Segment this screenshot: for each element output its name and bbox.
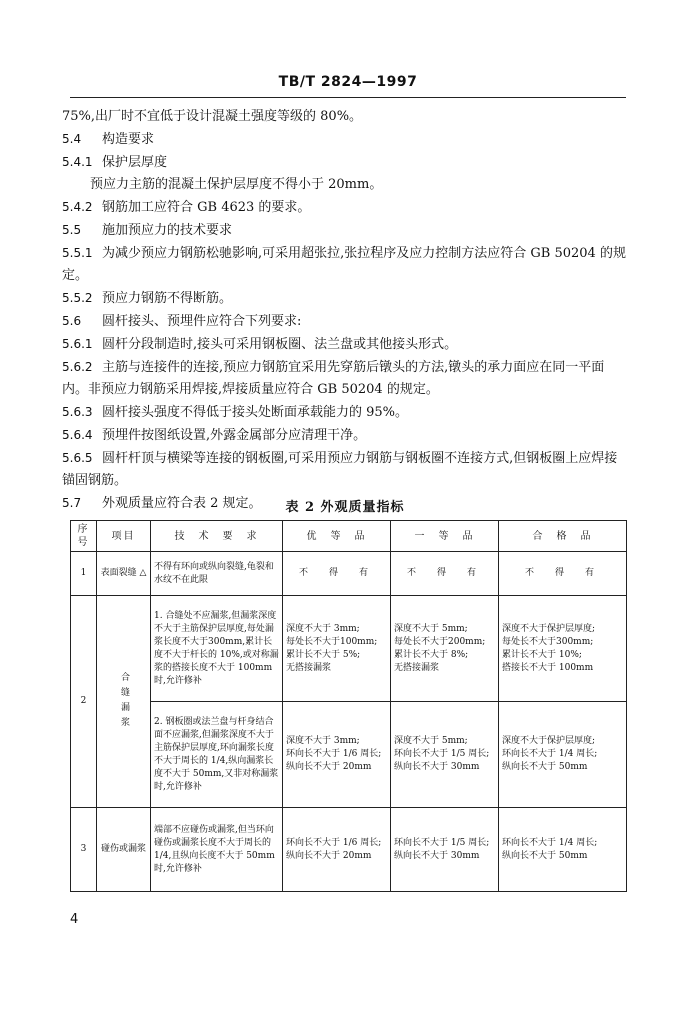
paragraph-text: 预埋件按图纸设置,外露金属部分应清理干净。 <box>102 428 367 443</box>
paragraph-text: 为减少预应力钢筋松驰影响,可采用超张拉,张拉程序及应力控制方法应符合 GB 50204 的规定。 <box>62 246 626 283</box>
clause-number: 5.5 <box>62 223 82 237</box>
cell-requirement: 不得有环向或纵向裂缝,龟裂和水纹不在此限 <box>151 552 283 596</box>
paragraph-text: 主筋与连接件的连接,预应力钢筋宜采用先穿筋后镦头的方法,镦头的承力面应在同一平面内。非预应力钢筋采用焊接,焊接质量应符合 GB 50204 的规定。 <box>62 360 605 397</box>
document-header: TB/T 2824—1997 <box>278 74 418 90</box>
header-rule <box>70 97 626 98</box>
cell-no: 3 <box>71 808 97 892</box>
cell-first-class: 环向长不大于 1/5 周长; 纵向长不大于 30mm <box>391 808 499 892</box>
clause-number: 5.6.4 <box>62 428 93 442</box>
cell-item-text: 合缝漏浆 <box>119 671 129 732</box>
clause-number: 5.7 <box>62 496 82 510</box>
body-text <box>62 106 628 515</box>
cell-no: 2 <box>71 596 97 808</box>
paragraph-text: 75%,出厂时不宜低于设计混凝土强度等级的 80%。 <box>62 109 363 124</box>
table-title: 表 2 外观质量指标 <box>285 500 405 515</box>
table-row <box>71 596 627 702</box>
cell-item: 碰伤或漏浆 <box>97 808 151 892</box>
paragraph-text: 预应力钢筋不得断筋。 <box>102 291 233 306</box>
paragraph <box>62 447 628 492</box>
paragraph <box>62 151 628 174</box>
header-cell-first-class: 一 等 品 <box>391 521 499 552</box>
paragraph <box>62 196 628 219</box>
paragraph <box>62 356 628 401</box>
cell-superior: 不 得 有 <box>283 552 391 596</box>
paragraph <box>62 106 628 128</box>
clause-number: 5.6.5 <box>62 451 93 465</box>
paragraph <box>62 219 628 242</box>
cell-superior: 环向长不大于 1/6 周长; 纵向长不大于 20mm <box>283 808 391 892</box>
paragraph <box>62 333 628 356</box>
cell-qualified: 深度不大于保护层厚度; 环向长不大于 1/4 周长; 纵向长不大于 50mm <box>499 702 627 808</box>
clause-number: 5.6.3 <box>62 405 93 419</box>
cell-first-class: 不 得 有 <box>391 552 499 596</box>
clause-number: 5.5.2 <box>62 291 93 305</box>
paragraph <box>62 128 628 151</box>
header-cell-item: 项目 <box>97 521 151 552</box>
cell-item <box>97 596 151 808</box>
clause-number: 5.5.1 <box>62 246 93 260</box>
paragraph <box>62 242 628 287</box>
paragraph-text: 圆杆接头、预埋件应符合下列要求: <box>102 314 302 329</box>
paragraph <box>62 310 628 333</box>
paragraph-text: 外观质量应符合表 2 规定。 <box>102 496 262 511</box>
paragraph-text: 钢筋加工应符合 GB 4623 的要求。 <box>102 200 311 215</box>
cell-no: 1 <box>71 552 97 596</box>
header-cell-qualified: 合 格 品 <box>499 521 627 552</box>
cell-requirement: 端部不应碰伤或漏浆,但当环向碰伤或漏浆长度不大于周长的 1/4,且纵向长度不大于 50mm 时,允许修补 <box>151 808 283 892</box>
clause-number: 5.4.2 <box>62 200 93 214</box>
paragraph-text: 构造要求 <box>102 132 155 147</box>
table-row <box>71 552 627 596</box>
clause-number: 5.6 <box>62 314 82 328</box>
clause-number: 5.6.1 <box>62 337 93 351</box>
cell-requirement: 2. 钢板圈或法兰盘与杆身结合面不应漏浆,但漏浆深度不大于主筋保护层厚度,环向漏浆长度不大于周长的 1/4,纵向漏浆长度不大于 50mm,又非对称漏浆时,允许修补 <box>151 702 283 808</box>
paragraph-text: 施加预应力的技术要求 <box>102 223 233 238</box>
table-row <box>71 808 627 892</box>
header-cell-no: 序号 <box>71 521 97 552</box>
paragraph-text: 预应力主筋的混凝土保护层厚度不得小于 20mm。 <box>90 177 383 192</box>
quality-table <box>70 520 627 892</box>
paragraph-text: 保护层厚度 <box>102 155 168 170</box>
paragraph-text: 圆杆杆顶与横梁等连接的钢板圈,可采用预应力钢筋与钢板圈不连接方式,但钢板圈上应焊接锚固钢筋。 <box>62 451 618 488</box>
clause-number: 5.4 <box>62 132 82 146</box>
header-cell-superior: 优 等 品 <box>283 521 391 552</box>
page-number: 4 <box>70 912 79 927</box>
cell-superior: 深度不大于 3mm; 环向长不大于 1/6 周长; 纵向长不大于 20mm <box>283 702 391 808</box>
clause-number: 5.6.2 <box>62 360 93 374</box>
cell-first-class: 深度不大于 5mm; 环向长不大于 1/5 周长; 纵向长不大于 30mm <box>391 702 499 808</box>
table-row <box>71 702 627 808</box>
paragraph-text: 圆杆分段制造时,接头可采用钢板圈、法兰盘或其他接头形式。 <box>102 337 458 352</box>
paragraph-text: 圆杆接头强度不得低于接头处断面承载能力的 95%。 <box>102 405 409 420</box>
cell-qualified: 不 得 有 <box>499 552 627 596</box>
cell-qualified: 环向长不大于 1/4 周长; 纵向长不大于 50mm <box>499 808 627 892</box>
paragraph <box>62 401 628 424</box>
header-cell-requirement: 技 术 要 求 <box>151 521 283 552</box>
cell-qualified: 深度不大于保护层厚度; 每处长不大于300mm; 累计长不大于 10%; 搭接长不大于 100mm <box>499 596 627 702</box>
cell-superior: 深度不大于 3mm; 每处长不大于100mm; 累计长不大于 5%; 无搭接漏浆 <box>283 596 391 702</box>
paragraph <box>62 174 628 196</box>
paragraph <box>62 424 628 447</box>
cell-item: 表面裂缝 △ <box>97 552 151 596</box>
clause-number: 5.4.1 <box>62 155 93 169</box>
cell-first-class: 深度不大于 5mm; 每处长不大于200mm; 累计长不大于 8%; 无搭接漏浆 <box>391 596 499 702</box>
table-header-row <box>71 521 627 552</box>
cell-requirement: 1. 合缝处不应漏浆,但漏浆深度不大于主筋保护层厚度,每处漏浆长度不大于300mm,累计长度不大于杆长的 10%,或对称漏浆的搭接长度不大于 100mm 时,允许修补 <box>151 596 283 702</box>
paragraph <box>62 287 628 310</box>
